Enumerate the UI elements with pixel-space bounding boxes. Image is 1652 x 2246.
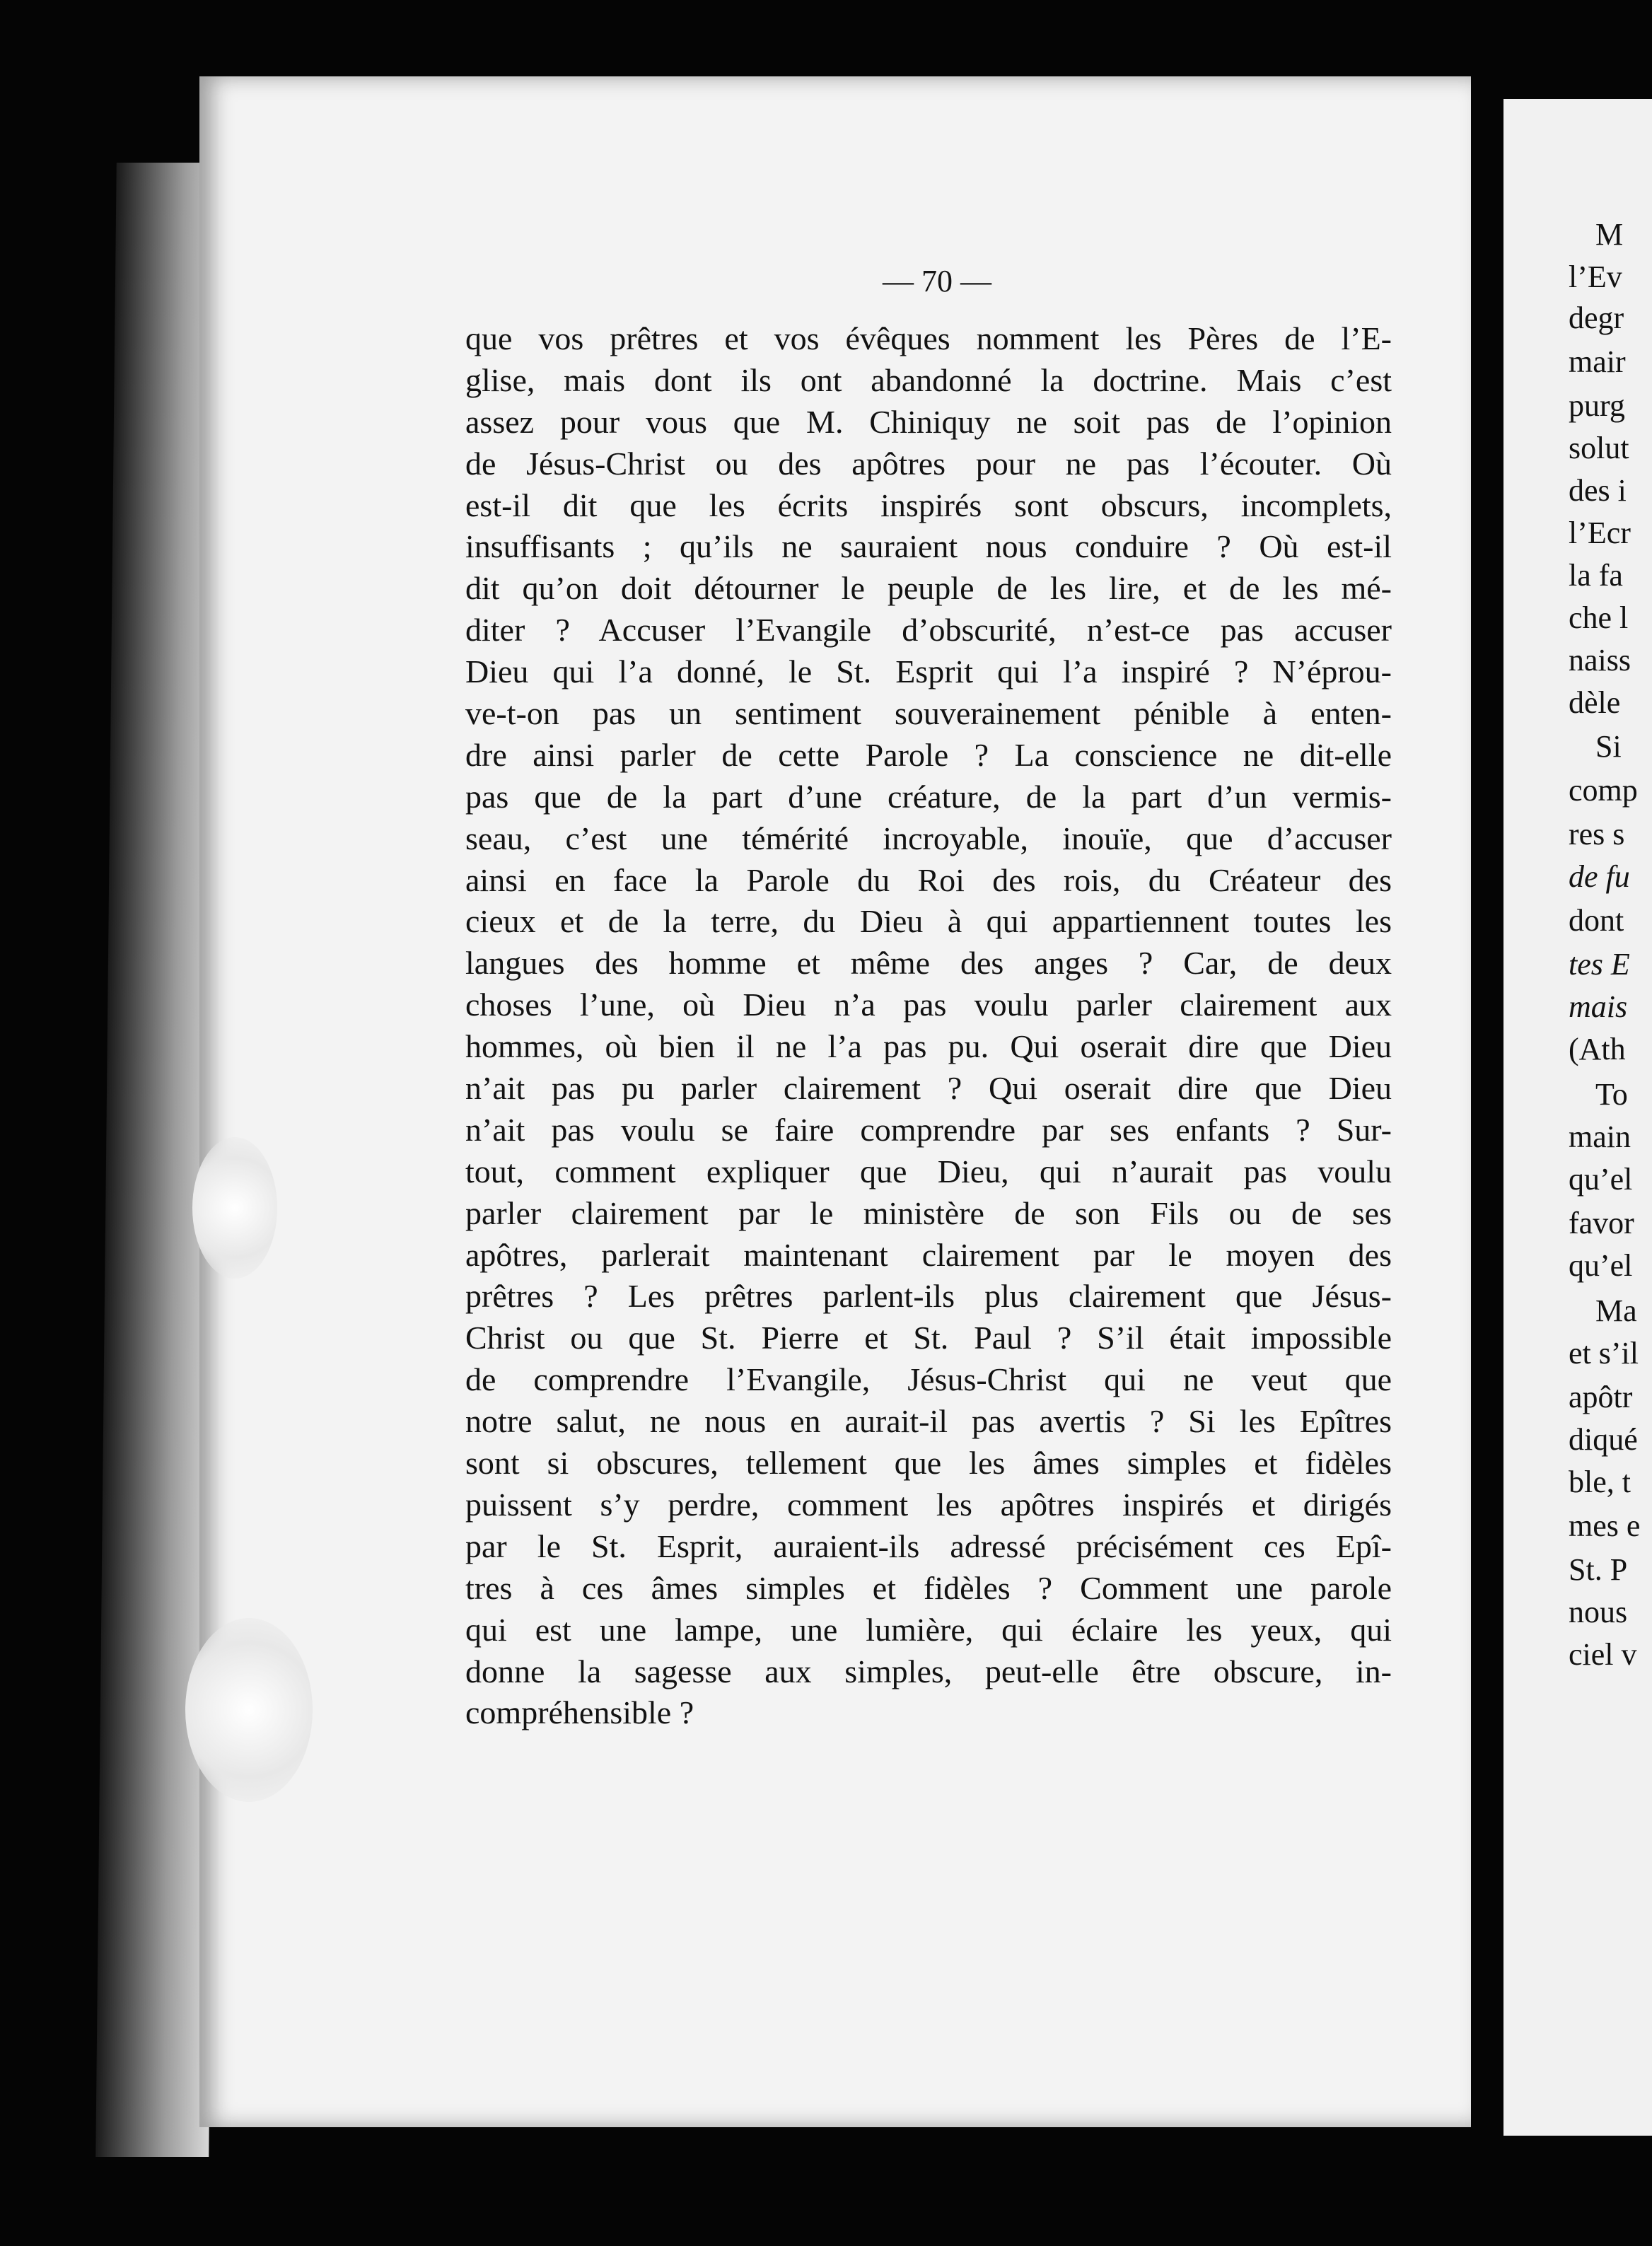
- text-line: ve-t-on pas un sentiment souverainement pénible à enten-: [465, 695, 1392, 732]
- right-page-text-line: apôtr: [1569, 1380, 1633, 1414]
- text-line: puissent s’y perdre, comment les apôtres inspirés et dirigés: [465, 1486, 1392, 1523]
- right-page-text-line: solut: [1569, 431, 1629, 465]
- right-page-text-line: mair: [1569, 344, 1626, 379]
- text-line: dit qu’on doit détourner le peuple de les lire, et de les mé-: [465, 570, 1392, 607]
- text-line: dre ainsi parler de cette Parole ? La conscience ne dit-elle: [465, 736, 1392, 773]
- text-line: Christ ou que St. Pierre et St. Paul ? S’il était impossible: [465, 1320, 1392, 1356]
- text-line: compréhensible ?: [465, 1694, 694, 1731]
- text-line: choses l’une, où Dieu n’a pas voulu parler clairement aux: [465, 987, 1392, 1023]
- text-line: pas que de la part d’une créature, de la part d’un vermis-: [465, 778, 1392, 815]
- text-line: glise, mais dont ils ont abandonné la doctrine. Mais c’est: [465, 361, 1392, 398]
- text-line: tres à ces âmes simples et fidèles ? Comment une parole: [465, 1569, 1392, 1606]
- text-line: prêtres ? Les prêtres parlent-ils plus clairement que Jésus-: [465, 1278, 1392, 1315]
- right-page-text-line: des i: [1569, 473, 1627, 508]
- text-line: ainsi en face la Parole du Roi des rois, du Créateur des: [465, 861, 1392, 898]
- text-line: notre salut, ne nous en aurait-il pas avertis ? Si les Epîtres: [465, 1403, 1392, 1440]
- right-page-text-line: M: [1595, 217, 1624, 252]
- text-line: Dieu qui l’a donné, le St. Esprit qui l’a inspiré ? N’éprou-: [465, 653, 1392, 690]
- right-page-text-line: l’Ecr: [1569, 516, 1631, 550]
- right-page-text-line: ble, t: [1569, 1465, 1631, 1499]
- right-page-text-line: St. P: [1569, 1552, 1628, 1587]
- right-page-text-line: (Ath: [1569, 1032, 1626, 1066]
- body-text: [465, 318, 1392, 1734]
- right-page-text-line: Ma: [1595, 1293, 1637, 1328]
- right-page-text-line: res s: [1569, 817, 1625, 851]
- right-page-text-line: qu’el: [1569, 1162, 1633, 1197]
- right-page-fragment: [1503, 99, 1652, 2136]
- text-line: langues des homme et même des anges ? Car, de deux: [465, 945, 1392, 982]
- right-page-text-line: qu’el: [1569, 1248, 1633, 1283]
- right-page-text-line: et s’il: [1569, 1336, 1639, 1371]
- right-page-text-line: dont: [1569, 903, 1624, 938]
- right-page-text-line: comp: [1569, 773, 1638, 808]
- text-line: n’ait pas pu parler clairement ? Qui oserait dire que Dieu: [465, 1070, 1392, 1107]
- text-line: que vos prêtres et vos évêques nomment les Pères de l’E-: [465, 320, 1392, 356]
- right-page-text-line: mes e: [1569, 1508, 1641, 1543]
- text-line: parler clairement par le ministère de son Fils ou de ses: [465, 1194, 1392, 1231]
- right-page-text-line: nous: [1569, 1595, 1628, 1629]
- text-line: donne la sagesse aux simples, peut-elle être obscure, in-: [465, 1653, 1392, 1689]
- text-line: seau, c’est une témérité incroyable, inouïe, que d’accuser: [465, 820, 1392, 856]
- right-page-text-line: Si: [1595, 729, 1622, 764]
- right-page-text-line: favor: [1569, 1206, 1634, 1240]
- right-page-text-line: To: [1595, 1077, 1628, 1112]
- text-line: hommes, où bien il ne l’a pas pu. Qui oserait dire que Dieu: [465, 1028, 1392, 1065]
- right-page-text-line: tes E: [1569, 947, 1630, 982]
- paper-stain: [192, 1137, 277, 1279]
- right-page-text-line: che l: [1569, 600, 1629, 635]
- page-number: — 70 —: [883, 264, 991, 298]
- right-page-text-line: ciel v: [1569, 1637, 1637, 1672]
- right-page-text-line: main: [1569, 1119, 1631, 1154]
- text-line: assez pour vous que M. Chiniquy ne soit pas de l’opinion: [465, 403, 1392, 440]
- right-page-text-line: degr: [1569, 301, 1624, 335]
- right-page-text-line: la fa: [1569, 558, 1623, 593]
- text-line: est-il dit que les écrits inspirés sont obscurs, incomplets,: [465, 487, 1392, 523]
- right-page-text-line: l’Ev: [1569, 260, 1622, 294]
- right-page-text-line: mais: [1569, 989, 1628, 1024]
- text-line: cieux et de la terre, du Dieu à qui appartiennent toutes les: [465, 903, 1392, 940]
- text-line: n’ait pas voulu se faire comprendre par ses enfants ? Sur-: [465, 1111, 1392, 1148]
- text-line: par le St. Esprit, auraient-ils adressé précisément ces Epî-: [465, 1528, 1392, 1564]
- text-line: de comprendre l’Evangile, Jésus-Christ qui ne veut que: [465, 1361, 1392, 1398]
- right-page-text-line: purg: [1569, 388, 1625, 423]
- right-page-text-line: dèle: [1569, 685, 1621, 720]
- right-page-text-line: naiss: [1569, 643, 1631, 677]
- text-line: de Jésus-Christ ou des apôtres pour ne pas l’écouter. Où: [465, 445, 1392, 482]
- right-page-text-line: diqué: [1569, 1422, 1638, 1457]
- paper-stain: [185, 1618, 313, 1802]
- text-line: tout, comment expliquer que Dieu, qui n’aurait pas voulu: [465, 1153, 1392, 1189]
- right-page-text-line: de fu: [1569, 859, 1630, 894]
- text-line: diter ? Accuser l’Evangile d’obscurité, n’est-ce pas accuser: [465, 612, 1392, 648]
- text-line: sont si obscures, tellement que les âmes simples et fidèles: [465, 1445, 1392, 1482]
- text-line: qui est une lampe, une lumière, qui éclaire les yeux, qui: [465, 1611, 1392, 1648]
- text-line: apôtres, parlerait maintenant clairement par le moyen des: [465, 1236, 1392, 1273]
- text-line: insuffisants ; qu’ils ne sauraient nous conduire ? Où est-il: [465, 528, 1392, 565]
